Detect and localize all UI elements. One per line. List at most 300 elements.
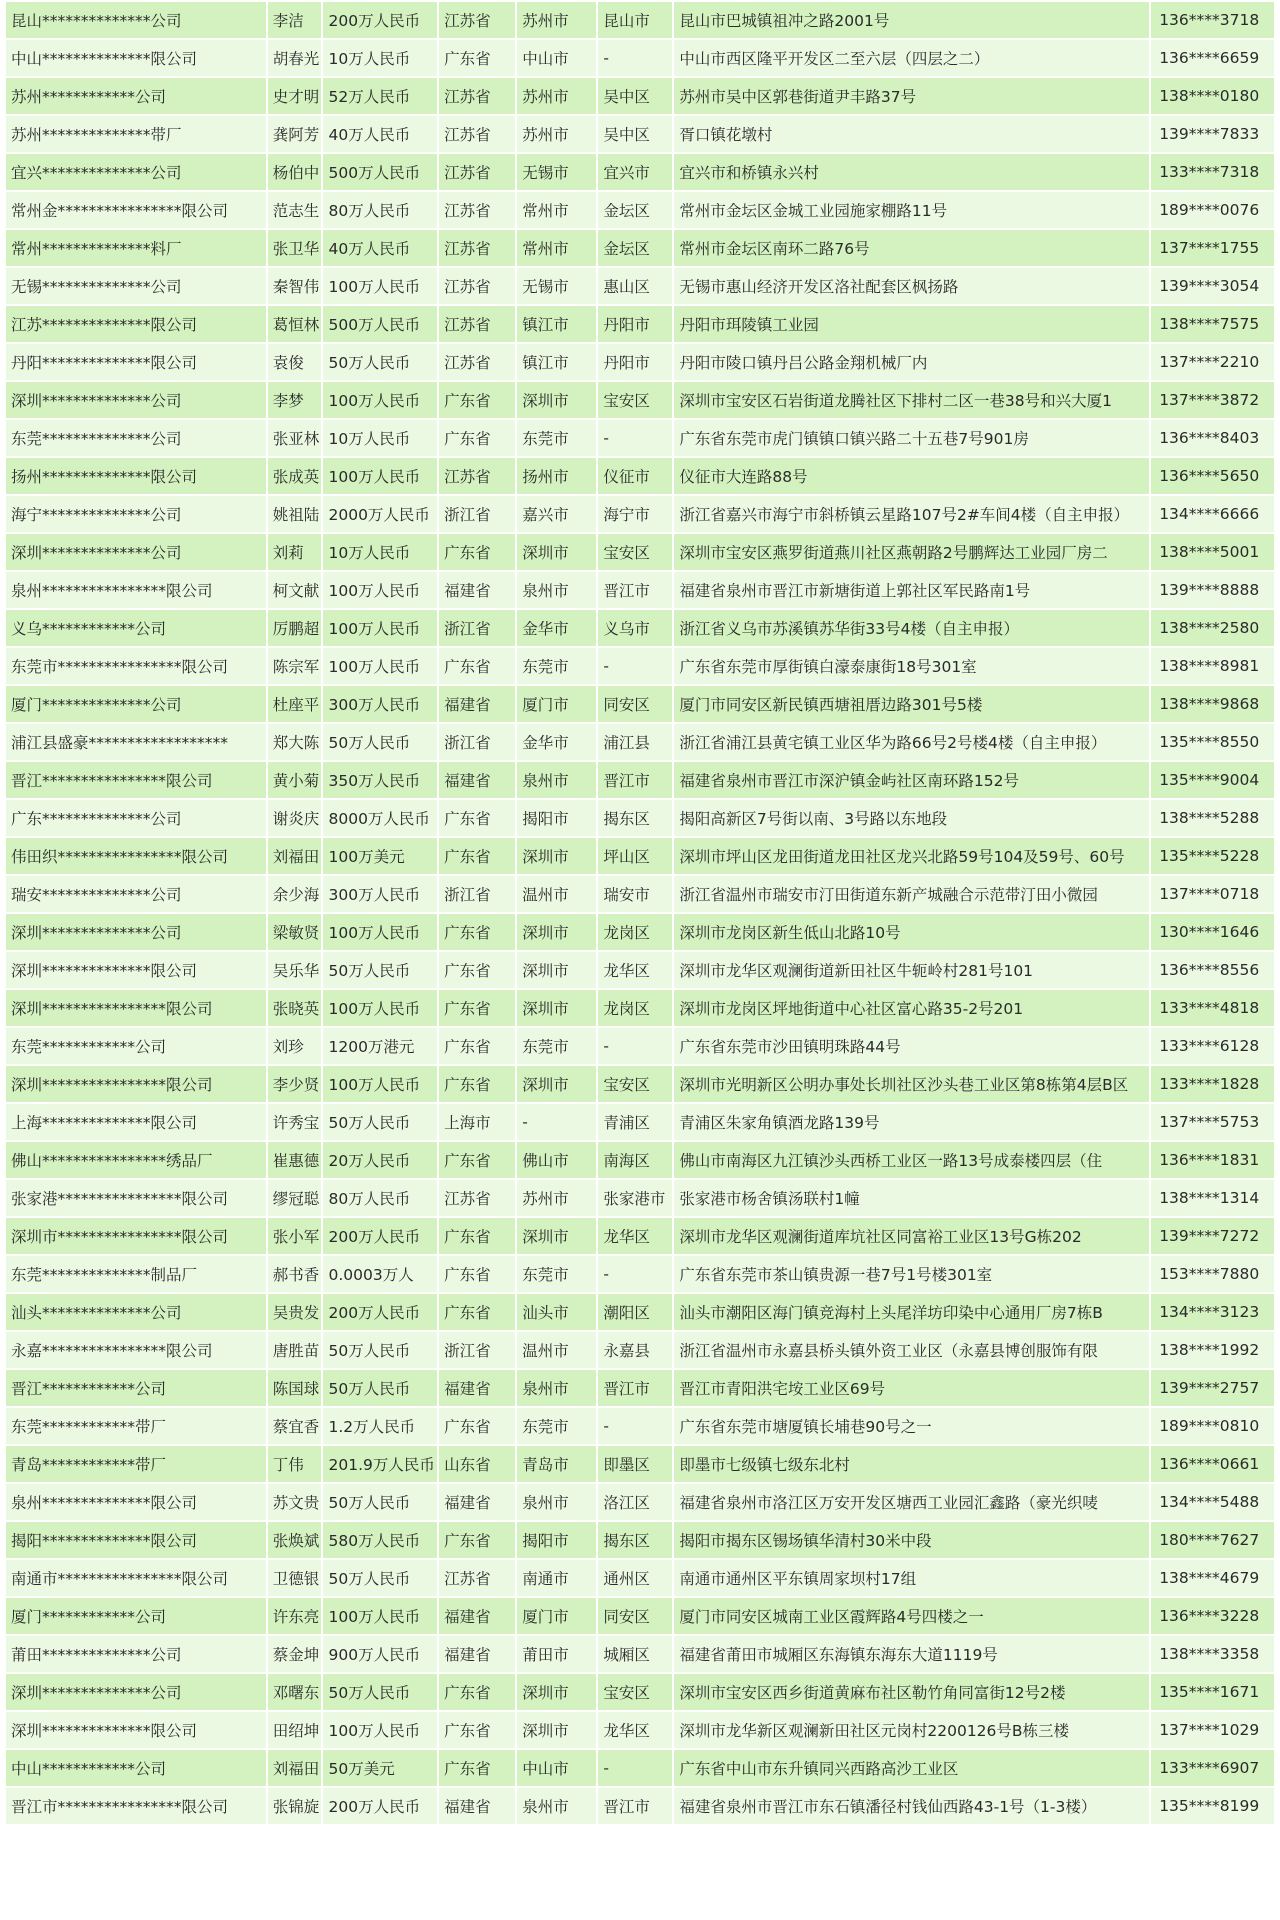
registered-capital-cell: 40万人民币 [323, 116, 437, 152]
company-name-cell: 揭阳**************限公司 [6, 1522, 266, 1558]
city-cell: 东莞市 [517, 1028, 596, 1064]
legal-person-cell: 李少贤 [268, 1066, 322, 1102]
address-cell: 青浦区朱家角镇酒龙路139号 [674, 1104, 1149, 1140]
company-name-cell: 深圳**************公司 [6, 914, 266, 950]
registered-capital-cell: 100万人民币 [323, 458, 437, 494]
registered-capital-cell: 300万人民币 [323, 686, 437, 722]
phone-cell: 133****1828 [1151, 1066, 1274, 1102]
company-name-cell: 苏州**************带厂 [6, 116, 266, 152]
company-name-cell: 东莞**************公司 [6, 420, 266, 456]
table-row [6, 1484, 1274, 1520]
address-cell: 厦门市同安区新民镇西塘祖厝边路301号5楼 [674, 686, 1149, 722]
legal-person-cell: 吴贵发 [268, 1294, 322, 1330]
district-cell: 洛江区 [598, 1484, 672, 1520]
company-name-cell: 东莞************公司 [6, 1028, 266, 1064]
district-cell: 晋江市 [598, 762, 672, 798]
district-cell: 宝安区 [598, 1066, 672, 1102]
phone-cell: 136****3228 [1151, 1598, 1274, 1634]
legal-person-cell: 崔惠德 [268, 1142, 322, 1178]
company-name-cell: 青岛************带厂 [6, 1446, 266, 1482]
phone-cell: 137****1755 [1151, 230, 1274, 266]
phone-cell: 133****4818 [1151, 990, 1274, 1026]
registered-capital-cell: 100万人民币 [323, 268, 437, 304]
province-cell: 广东省 [439, 1750, 515, 1786]
address-cell: 深圳市坪山区龙田街道龙田社区龙兴北路59号104及59号、60号 [674, 838, 1149, 874]
legal-person-cell: 袁俊 [268, 344, 322, 380]
district-cell: - [598, 1408, 672, 1444]
registered-capital-cell: 50万人民币 [323, 952, 437, 988]
phone-cell: 134****6666 [1151, 496, 1274, 532]
company-name-cell: 深圳**************公司 [6, 534, 266, 570]
city-cell: 无锡市 [517, 154, 596, 190]
district-cell: - [598, 1028, 672, 1064]
province-cell: 福建省 [439, 762, 515, 798]
registered-capital-cell: 100万人民币 [323, 1066, 437, 1102]
city-cell: 揭阳市 [517, 800, 596, 836]
district-cell: 南海区 [598, 1142, 672, 1178]
legal-person-cell: 丁伟 [268, 1446, 322, 1482]
table-row [6, 1522, 1274, 1558]
table-row [6, 1294, 1274, 1330]
province-cell: 江苏省 [439, 154, 515, 190]
address-cell: 苏州市吴中区郭巷街道尹丰路37号 [674, 78, 1149, 114]
address-cell: 丹阳市珥陵镇工业园 [674, 306, 1149, 342]
province-cell: 福建省 [439, 686, 515, 722]
province-cell: 广东省 [439, 420, 515, 456]
address-cell: 深圳市龙华区观澜街道新田社区牛轭岭村281号101 [674, 952, 1149, 988]
province-cell: 浙江省 [439, 876, 515, 912]
phone-cell: 138****0180 [1151, 78, 1274, 114]
address-cell: 福建省泉州市洛江区万安开发区塘西工业园汇鑫路（豪光织唛 [674, 1484, 1149, 1520]
legal-person-cell: 张小军 [268, 1218, 322, 1254]
table-row [6, 800, 1274, 836]
company-name-cell: 中山**************限公司 [6, 40, 266, 76]
district-cell: 通州区 [598, 1560, 672, 1596]
legal-person-cell: 张晓英 [268, 990, 322, 1026]
phone-cell: 137****2210 [1151, 344, 1274, 380]
phone-cell: 133****7318 [1151, 154, 1274, 190]
registered-capital-cell: 0.0003万人 [323, 1256, 437, 1292]
table-row [6, 1712, 1274, 1748]
city-cell: 泉州市 [517, 1484, 596, 1520]
province-cell: 福建省 [439, 1370, 515, 1406]
city-cell: 中山市 [517, 1750, 596, 1786]
city-cell: 佛山市 [517, 1142, 596, 1178]
district-cell: 龙岗区 [598, 990, 672, 1026]
address-cell: 浙江省义乌市苏溪镇苏华街33号4楼（自主申报） [674, 610, 1149, 646]
company-name-cell: 晋江市****************限公司 [6, 1788, 266, 1824]
company-name-cell: 常州金****************限公司 [6, 192, 266, 228]
legal-person-cell: 吴乐华 [268, 952, 322, 988]
address-cell: 深圳市龙华新区观澜新田社区元岗村2200126号B栋三楼 [674, 1712, 1149, 1748]
legal-person-cell: 刘莉 [268, 534, 322, 570]
district-cell: 晋江市 [598, 1788, 672, 1824]
city-cell: 深圳市 [517, 838, 596, 874]
company-name-cell: 东莞市****************限公司 [6, 648, 266, 684]
province-cell: 江苏省 [439, 192, 515, 228]
legal-person-cell: 许秀宝 [268, 1104, 322, 1140]
district-cell: 金坛区 [598, 192, 672, 228]
legal-person-cell: 葛恒林 [268, 306, 322, 342]
province-cell: 广东省 [439, 1294, 515, 1330]
province-cell: 广东省 [439, 40, 515, 76]
company-name-cell: 扬州**************限公司 [6, 458, 266, 494]
province-cell: 广东省 [439, 534, 515, 570]
address-cell: 深圳市光明新区公明办事处长圳社区沙头巷工业区第8栋第4层B区 [674, 1066, 1149, 1102]
province-cell: 广东省 [439, 1522, 515, 1558]
registered-capital-cell: 50万人民币 [323, 1560, 437, 1596]
registered-capital-cell: 20万人民币 [323, 1142, 437, 1178]
legal-person-cell: 胡春光 [268, 40, 322, 76]
address-cell: 常州市金坛区金城工业园施家棚路11号 [674, 192, 1149, 228]
legal-person-cell: 张焕斌 [268, 1522, 322, 1558]
city-cell: - [517, 1104, 596, 1140]
city-cell: 温州市 [517, 1332, 596, 1368]
phone-cell: 130****1646 [1151, 914, 1274, 950]
city-cell: 苏州市 [517, 116, 596, 152]
city-cell: 青岛市 [517, 1446, 596, 1482]
address-cell: 无锡市惠山经济开发区洛社配套区枫扬路 [674, 268, 1149, 304]
legal-person-cell: 黄小菊 [268, 762, 322, 798]
registered-capital-cell: 100万美元 [323, 838, 437, 874]
table-row [6, 344, 1274, 380]
district-cell: 宝安区 [598, 534, 672, 570]
phone-cell: 139****7833 [1151, 116, 1274, 152]
province-cell: 福建省 [439, 572, 515, 608]
legal-person-cell: 刘珍 [268, 1028, 322, 1064]
registered-capital-cell: 50万人民币 [323, 1370, 437, 1406]
province-cell: 广东省 [439, 1674, 515, 1710]
district-cell: 青浦区 [598, 1104, 672, 1140]
phone-cell: 136****0661 [1151, 1446, 1274, 1482]
province-cell: 广东省 [439, 990, 515, 1026]
table-row [6, 762, 1274, 798]
registered-capital-cell: 100万人民币 [323, 382, 437, 418]
company-name-cell: 义乌************公司 [6, 610, 266, 646]
province-cell: 广东省 [439, 1218, 515, 1254]
table-row [6, 78, 1274, 114]
table-row [6, 1142, 1274, 1178]
district-cell: 惠山区 [598, 268, 672, 304]
city-cell: 东莞市 [517, 420, 596, 456]
registered-capital-cell: 100万人民币 [323, 1598, 437, 1634]
company-name-cell: 南通市****************限公司 [6, 1560, 266, 1596]
city-cell: 深圳市 [517, 914, 596, 950]
address-cell: 昆山市巴城镇祖冲之路2001号 [674, 2, 1149, 38]
legal-person-cell: 陈国球 [268, 1370, 322, 1406]
address-cell: 深圳市宝安区西乡街道黄麻布社区勒竹角同富街12号2楼 [674, 1674, 1149, 1710]
phone-cell: 136****6659 [1151, 40, 1274, 76]
table-row [6, 1560, 1274, 1596]
address-cell: 揭阳高新区7号街以南、3号路以东地段 [674, 800, 1149, 836]
phone-cell: 137****5753 [1151, 1104, 1274, 1140]
registered-capital-cell: 500万人民币 [323, 306, 437, 342]
address-cell: 晋江市青阳洪宅垵工业区69号 [674, 1370, 1149, 1406]
table-row [6, 1750, 1274, 1786]
company-name-cell: 深圳**************限公司 [6, 1712, 266, 1748]
registered-capital-cell: 50万美元 [323, 1750, 437, 1786]
district-cell: 仪征市 [598, 458, 672, 494]
district-cell: 丹阳市 [598, 344, 672, 380]
table-row [6, 420, 1274, 456]
city-cell: 深圳市 [517, 952, 596, 988]
company-name-cell: 深圳****************限公司 [6, 1066, 266, 1102]
registered-capital-cell: 200万人民币 [323, 1218, 437, 1254]
registered-capital-cell: 1200万港元 [323, 1028, 437, 1064]
phone-cell: 189****0810 [1151, 1408, 1274, 1444]
address-cell: 中山市西区隆平开发区二至六层（四层之二） [674, 40, 1149, 76]
legal-person-cell: 蔡宜香 [268, 1408, 322, 1444]
address-cell: 汕头市潮阳区海门镇竞海村上头尾洋坊印染中心通用厂房7栋B [674, 1294, 1149, 1330]
phone-cell: 138****1314 [1151, 1180, 1274, 1216]
company-name-cell: 汕头**************公司 [6, 1294, 266, 1330]
district-cell: - [598, 648, 672, 684]
company-name-cell: 广东**************公司 [6, 800, 266, 836]
province-cell: 浙江省 [439, 724, 515, 760]
district-cell: 龙岗区 [598, 914, 672, 950]
phone-cell: 135****9004 [1151, 762, 1274, 798]
phone-cell: 135****8199 [1151, 1788, 1274, 1824]
table-row [6, 1066, 1274, 1102]
registered-capital-cell: 50万人民币 [323, 1332, 437, 1368]
table-row [6, 116, 1274, 152]
phone-cell: 137****3872 [1151, 382, 1274, 418]
city-cell: 深圳市 [517, 1712, 596, 1748]
province-cell: 福建省 [439, 1788, 515, 1824]
legal-person-cell: 唐胜苗 [268, 1332, 322, 1368]
district-cell: 昆山市 [598, 2, 672, 38]
phone-cell: 135****5228 [1151, 838, 1274, 874]
address-cell: 常州市金坛区南环二路76号 [674, 230, 1149, 266]
province-cell: 广东省 [439, 1256, 515, 1292]
province-cell: 江苏省 [439, 230, 515, 266]
phone-cell: 137****1029 [1151, 1712, 1274, 1748]
registered-capital-cell: 10万人民币 [323, 420, 437, 456]
phone-cell: 138****1992 [1151, 1332, 1274, 1368]
city-cell: 揭阳市 [517, 1522, 596, 1558]
address-cell: 南通市通州区平东镇周家坝村17组 [674, 1560, 1149, 1596]
address-cell: 福建省莆田市城厢区东海镇东海东大道1119号 [674, 1636, 1149, 1672]
phone-cell: 189****0076 [1151, 192, 1274, 228]
city-cell: 深圳市 [517, 1066, 596, 1102]
phone-cell: 139****3054 [1151, 268, 1274, 304]
table-row [6, 458, 1274, 494]
city-cell: 苏州市 [517, 2, 596, 38]
city-cell: 镇江市 [517, 306, 596, 342]
legal-person-cell: 史才明 [268, 78, 322, 114]
phone-cell: 139****2757 [1151, 1370, 1274, 1406]
city-cell: 金华市 [517, 724, 596, 760]
address-cell: 厦门市同安区城南工业区霞辉路4号四楼之一 [674, 1598, 1149, 1634]
table-row [6, 2, 1274, 38]
legal-person-cell: 柯文献 [268, 572, 322, 608]
company-name-cell: 苏州************公司 [6, 78, 266, 114]
district-cell: 宜兴市 [598, 154, 672, 190]
city-cell: 温州市 [517, 876, 596, 912]
registered-capital-cell: 50万人民币 [323, 1104, 437, 1140]
district-cell: 晋江市 [598, 1370, 672, 1406]
company-name-cell: 瑞安**************公司 [6, 876, 266, 912]
district-cell: - [598, 40, 672, 76]
legal-person-cell: 秦智伟 [268, 268, 322, 304]
registered-capital-cell: 50万人民币 [323, 724, 437, 760]
table-body [6, 2, 1274, 1824]
province-cell: 江苏省 [439, 1560, 515, 1596]
district-cell: - [598, 1256, 672, 1292]
registered-capital-cell: 1.2万人民币 [323, 1408, 437, 1444]
registered-capital-cell: 50万人民币 [323, 1484, 437, 1520]
phone-cell: 133****6907 [1151, 1750, 1274, 1786]
legal-person-cell: 刘福田 [268, 1750, 322, 1786]
address-cell: 胥口镇花墩村 [674, 116, 1149, 152]
company-name-cell: 深圳市****************限公司 [6, 1218, 266, 1254]
table-row [6, 1788, 1274, 1824]
city-cell: 南通市 [517, 1560, 596, 1596]
city-cell: 常州市 [517, 230, 596, 266]
province-cell: 浙江省 [439, 610, 515, 646]
company-name-cell: 佛山****************绣品厂 [6, 1142, 266, 1178]
province-cell: 广东省 [439, 648, 515, 684]
registered-capital-cell: 580万人民币 [323, 1522, 437, 1558]
address-cell: 广东省东莞市茶山镇贵源一巷7号1号楼301室 [674, 1256, 1149, 1292]
phone-cell: 153****7880 [1151, 1256, 1274, 1292]
registered-capital-cell: 300万人民币 [323, 876, 437, 912]
phone-cell: 138****5001 [1151, 534, 1274, 570]
district-cell: 吴中区 [598, 116, 672, 152]
province-cell: 广东省 [439, 382, 515, 418]
province-cell: 广东省 [439, 838, 515, 874]
company-name-cell: 深圳**************公司 [6, 382, 266, 418]
phone-cell: 138****8981 [1151, 648, 1274, 684]
district-cell: 永嘉县 [598, 1332, 672, 1368]
phone-cell: 138****9868 [1151, 686, 1274, 722]
district-cell: 丹阳市 [598, 306, 672, 342]
table-row [6, 382, 1274, 418]
phone-cell: 137****0718 [1151, 876, 1274, 912]
address-cell: 宜兴市和桥镇永兴村 [674, 154, 1149, 190]
company-name-cell: 伟田织****************限公司 [6, 838, 266, 874]
province-cell: 广东省 [439, 914, 515, 950]
company-name-cell: 丹阳**************限公司 [6, 344, 266, 380]
legal-person-cell: 李洁 [268, 2, 322, 38]
province-cell: 江苏省 [439, 306, 515, 342]
district-cell: 坪山区 [598, 838, 672, 874]
registered-capital-cell: 100万人民币 [323, 572, 437, 608]
address-cell: 深圳市龙华区观澜街道库坑社区同富裕工业区13号G栋202 [674, 1218, 1149, 1254]
phone-cell: 139****7272 [1151, 1218, 1274, 1254]
company-name-cell: 张家港****************限公司 [6, 1180, 266, 1216]
company-name-cell: 厦门**************公司 [6, 686, 266, 722]
company-name-cell: 深圳**************限公司 [6, 952, 266, 988]
registered-capital-cell: 80万人民币 [323, 1180, 437, 1216]
company-name-cell: 深圳**************公司 [6, 1674, 266, 1710]
city-cell: 深圳市 [517, 1674, 596, 1710]
table-row [6, 724, 1274, 760]
company-name-cell: 上海**************限公司 [6, 1104, 266, 1140]
legal-person-cell: 厉鹏超 [268, 610, 322, 646]
city-cell: 苏州市 [517, 78, 596, 114]
city-cell: 厦门市 [517, 1598, 596, 1634]
district-cell: - [598, 1750, 672, 1786]
legal-person-cell: 余少海 [268, 876, 322, 912]
district-cell: 城厢区 [598, 1636, 672, 1672]
province-cell: 山东省 [439, 1446, 515, 1482]
city-cell: 莆田市 [517, 1636, 596, 1672]
address-cell: 广东省东莞市虎门镇镇口镇兴路二十五巷7号901房 [674, 420, 1149, 456]
province-cell: 浙江省 [439, 496, 515, 532]
company-name-cell: 宜兴**************公司 [6, 154, 266, 190]
phone-cell: 134****5488 [1151, 1484, 1274, 1520]
table-row [6, 230, 1274, 266]
phone-cell: 135****8550 [1151, 724, 1274, 760]
address-cell: 深圳市宝安区石岩街道龙腾社区下排村二区一巷38号和兴大厦1 [674, 382, 1149, 418]
phone-cell: 180****7627 [1151, 1522, 1274, 1558]
table-row [6, 306, 1274, 342]
registered-capital-cell: 10万人民币 [323, 40, 437, 76]
table-row [6, 1598, 1274, 1634]
phone-cell: 136****8556 [1151, 952, 1274, 988]
company-name-cell: 晋江************公司 [6, 1370, 266, 1406]
company-name-cell: 东莞************带厂 [6, 1408, 266, 1444]
table-row [6, 1636, 1274, 1672]
district-cell: 义乌市 [598, 610, 672, 646]
legal-person-cell: 范志生 [268, 192, 322, 228]
city-cell: 东莞市 [517, 648, 596, 684]
registered-capital-cell: 900万人民币 [323, 1636, 437, 1672]
province-cell: 江苏省 [439, 1180, 515, 1216]
province-cell: 浙江省 [439, 1332, 515, 1368]
table-row [6, 648, 1274, 684]
company-name-cell: 海宁**************公司 [6, 496, 266, 532]
city-cell: 东莞市 [517, 1408, 596, 1444]
address-cell: 广东省东莞市塘厦镇长埔巷90号之一 [674, 1408, 1149, 1444]
registered-capital-cell: 10万人民币 [323, 534, 437, 570]
district-cell: 吴中区 [598, 78, 672, 114]
city-cell: 泉州市 [517, 762, 596, 798]
city-cell: 深圳市 [517, 990, 596, 1026]
district-cell: 浦江县 [598, 724, 672, 760]
phone-cell: 134****3123 [1151, 1294, 1274, 1330]
table-row [6, 1218, 1274, 1254]
table-row [6, 268, 1274, 304]
table-row [6, 952, 1274, 988]
table-row [6, 572, 1274, 608]
city-cell: 中山市 [517, 40, 596, 76]
province-cell: 广东省 [439, 800, 515, 836]
city-cell: 金华市 [517, 610, 596, 646]
legal-person-cell: 杜座平 [268, 686, 322, 722]
company-name-cell: 厦门************公司 [6, 1598, 266, 1634]
phone-cell: 136****8403 [1151, 420, 1274, 456]
legal-person-cell: 姚祖陆 [268, 496, 322, 532]
company-name-cell: 常州**************料厂 [6, 230, 266, 266]
company-name-cell: 昆山**************公司 [6, 2, 266, 38]
district-cell: 揭东区 [598, 1522, 672, 1558]
legal-person-cell: 龚阿芳 [268, 116, 322, 152]
table-row [6, 1370, 1274, 1406]
province-cell: 江苏省 [439, 2, 515, 38]
table-row [6, 686, 1274, 722]
city-cell: 无锡市 [517, 268, 596, 304]
address-cell: 福建省泉州市晋江市深沪镇金屿社区南环路152号 [674, 762, 1149, 798]
city-cell: 深圳市 [517, 534, 596, 570]
city-cell: 厦门市 [517, 686, 596, 722]
province-cell: 江苏省 [439, 458, 515, 494]
registered-capital-cell: 40万人民币 [323, 230, 437, 266]
company-name-cell: 莆田**************公司 [6, 1636, 266, 1672]
company-name-cell: 永嘉****************限公司 [6, 1332, 266, 1368]
legal-person-cell: 李梦 [268, 382, 322, 418]
